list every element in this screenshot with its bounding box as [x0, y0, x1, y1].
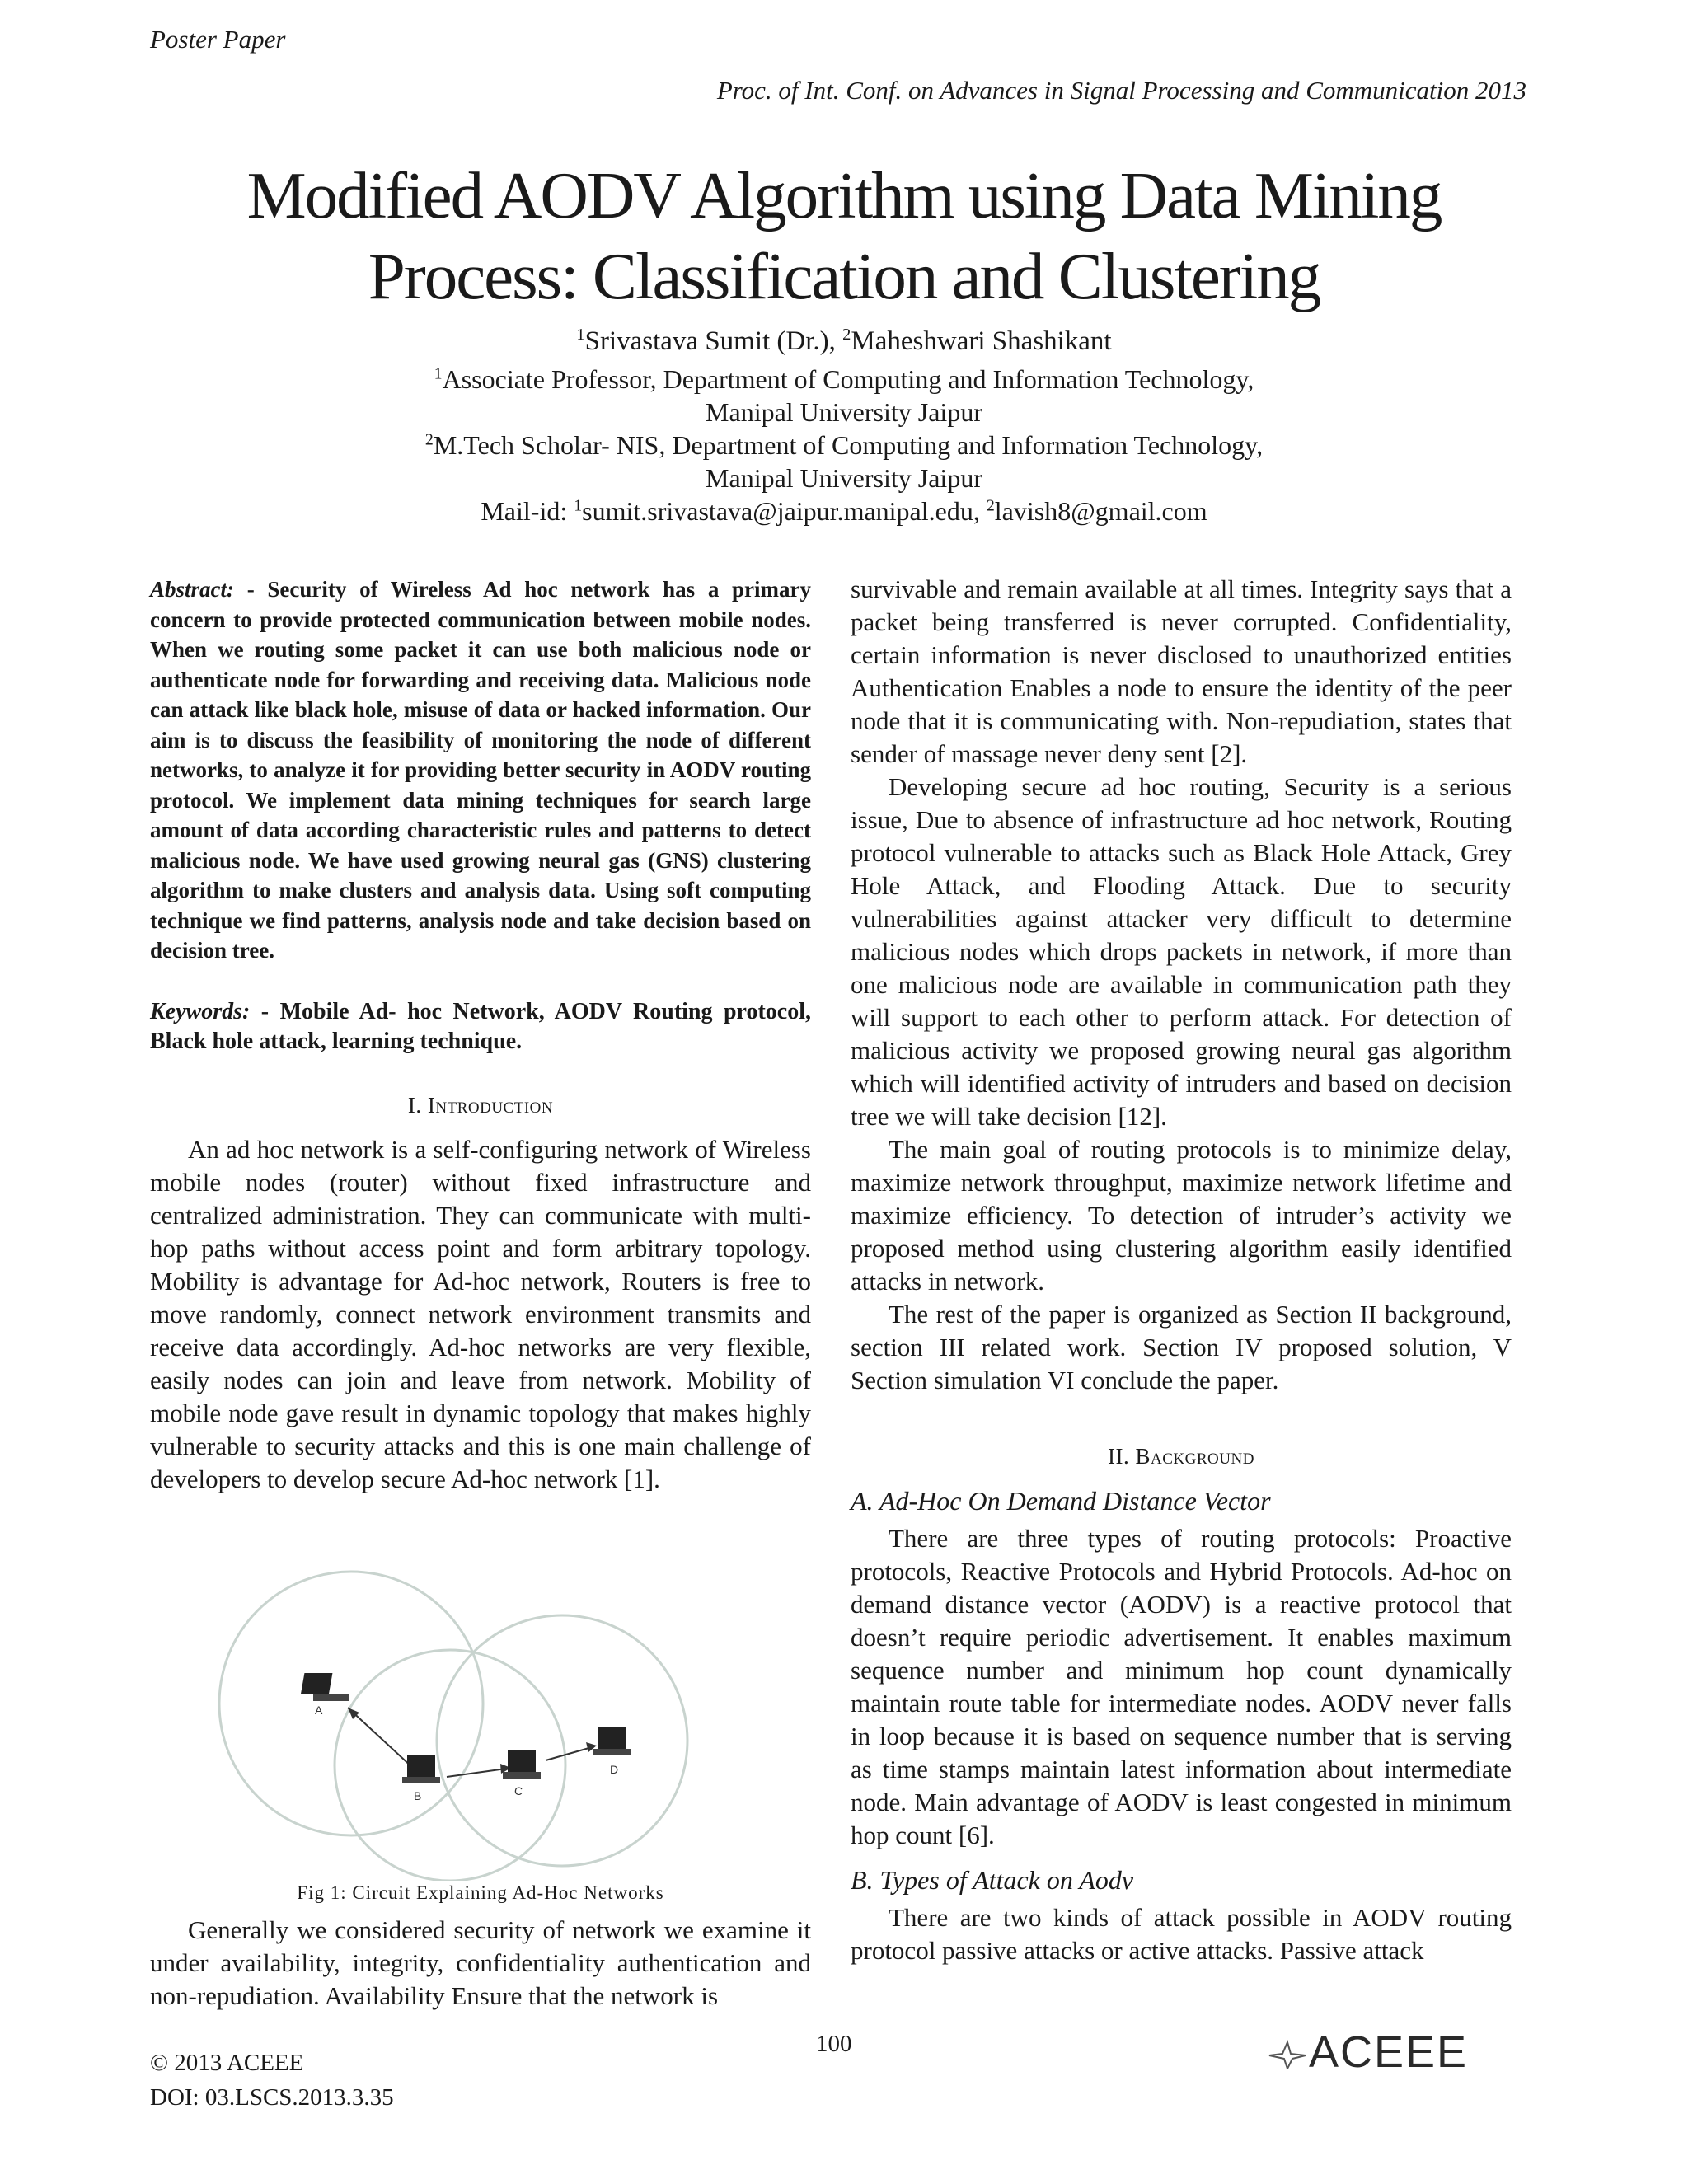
running-header-left: Poster Paper	[150, 25, 286, 54]
email-2: lavish8@gmail.com	[994, 496, 1207, 526]
subsection-heading-a: A. Ad-Hoc On Demand Distance Vector	[851, 1486, 1271, 1516]
laptop-icon-c	[503, 1750, 541, 1779]
keywords: Keywords: - Mobile Ad- hoc Network, AODV Routing protocol, Black hole attack, learning technique.	[150, 998, 811, 1054]
affiliation-1-university: Manipal University Jaipur	[706, 397, 982, 427]
figure-caption: Fig 1: Circuit Explaining Ad-Hoc Networks	[297, 1882, 664, 1903]
author-names: $^1$Srivastava Sumit (Dr.), $^2$Maheshwari Shashikant	[576, 326, 1112, 356]
section-heading-background: II. Background	[1108, 1444, 1254, 1469]
link-b-a	[348, 1708, 414, 1769]
doi: DOI: 03.LSCS.2013.3.35	[150, 2084, 394, 2111]
affiliation-1: $^1$Associate Professor, Department of Computing and Information Technology,	[434, 364, 1254, 394]
node-label-d: D	[610, 1763, 619, 1776]
mail-ids: Mail-id: $^1$sumit.srivastava@jaipur.manipal.edu, $^2$lavish8@gmail.com	[481, 496, 1207, 526]
aceee-logo	[1266, 2027, 1468, 2077]
page-number: 100	[816, 2031, 852, 2057]
star-swoosh-icon	[1266, 2036, 1309, 2069]
author-1: Srivastava Sumit (Dr.),	[584, 326, 843, 356]
right-column	[851, 573, 1512, 1967]
background-paragraph-1: There are three types of routing protocols: Proactive protocols, Reactive Protocols and Hybrid Protocols. Ad-hoc on demand distance vector (AODV) is a reactive protocol that doesn’t require periodic advertisement. It enables maximum sequence number and minimum hop count dynamically maintain route table for intermediate nodes. AODV never falls in loop because it is based on sequence number that is serving as time stamps maintain latest information about intermediate node. Main advantage of AODV is least congested in minimum hop count [6].	[851, 1524, 1512, 1849]
right-paragraph-4: The rest of the paper is organized as Section II background, section III related work. Section IV proposed solution, V Section simulation VI conclude the paper.	[851, 1300, 1512, 1394]
affiliation-2-university: Manipal University Jaipur	[706, 463, 982, 493]
laptop-icon-a	[301, 1673, 349, 1701]
intro-paragraph-1: An ad hoc network is a self-configuring network of Wireless mobile nodes (router) without fixed infrastructure and centralized administration. They can communicate with multi-hop paths without access point and form arbitrary topology. Mobility is advantage for Ad-hoc network, Routers is free to move randomly, connect network environment transmits and receive data accordingly. Ad-hoc networks are very flexible, easily nodes can join and leave from network. Mobility of mobile node gave result in dynamic topology that makes highly vulnerable to security attacks and this is one main challenge of developers to develop secure Ad-hoc network [1].	[150, 1134, 811, 1493]
node-label-b: B	[414, 1789, 422, 1802]
title-line-2: Process: Classification and Clustering	[368, 239, 1320, 313]
abstract: Abstract: - Security of Wireless Ad hoc network has a primary concern to provide protected communication between mobile nodes. When we routing some packet it can use both malicious node or authenticate node for forwarding and receiving data. Malicious node can attack like black hole, misuse of data or hacked information. Our aim is to discuss the feasibility of monitoring the node of different networks, to analyze it for providing better security in AODV routing protocol. We implement data mining techniques for search large amount of data according characteristic rules and patterns to detect malicious node. We have used growing neural gas (GNS) clustering algorithm to make clusters and analysis data. Using soft computing technique we find patterns, analysis node and take decision based on decision tree.	[150, 577, 811, 963]
right-paragraph-2: Developing secure ad hoc routing, Security is a serious issue, Due to absence of infrastructure ad hoc network, Routing protocol vulnerable to attacks such as Black Hole Attack, Grey Hole Attack, and Flooding Attack. Due to security vulnerabilities against attacker very difficult to determine malicious nodes which drops packets in network, if more than one malicious node are available in communication path they will support to each other to perform attack. For detection of malicious activity we proposed growing neural gas algorithm which will identified activity of intruders and based on decision tree we will take decision [12].	[851, 772, 1512, 1131]
adhoc-network-figure	[216, 1568, 694, 1881]
affiliation-2: $^2$M.Tech Scholar- NIS, Department of Computing and Information Technology,	[424, 430, 1264, 460]
background-paragraph-2: There are two kinds of attack possible in AODV routing protocol passive attacks or active attacks. Passive attack	[851, 1903, 1512, 1965]
right-paragraph-3: The main goal of routing protocols is to minimize delay, maximize network throughput, maximize network lifetime and maximize efficiency. To detection of intruder’s activity we proposed method using clustering algorithm easily identified attacks in network.	[851, 1135, 1512, 1296]
left-column	[150, 574, 811, 1496]
section-heading-introduction: I. Introduction	[407, 1092, 554, 1118]
title-line-1: Modified AODV Algorithm using Data Mining	[246, 158, 1442, 232]
running-header-right: Proc. of Int. Conf. on Advances in Signal Processing and Communication 2013	[716, 76, 1526, 105]
footer-left	[150, 2046, 394, 2115]
node-label-a: A	[315, 1704, 323, 1717]
link-c-d	[546, 1747, 592, 1760]
intro-paragraph-2: Generally we considered security of network we examine it under availability, integrity, confidentiality authentication and non-repudiation. Availability Ensure that the network is	[150, 1915, 811, 2010]
laptop-icon-b	[402, 1755, 440, 1783]
subsection-heading-b: B. Types of Attack on Aodv	[851, 1865, 1134, 1895]
logo-text: ACEEE	[1309, 2027, 1469, 2077]
right-paragraph-1: survivable and remain available at all times. Integrity says that a packet being transferred is never corrupted. Confidentiality, certain information is never disclosed to unauthorized entities Authentication Enables a node to ensure the identity of the peer node that it is communicating with. Non-repudiation, states that sender of massage never deny sent [2].	[851, 574, 1512, 768]
author-block	[0, 325, 1688, 527]
author-2: Maheshwari Shashikant	[851, 326, 1112, 356]
left-column-bottom	[150, 1914, 811, 2013]
copyright: © 2013 ACEEE	[150, 2050, 304, 2076]
laptop-icon-d	[593, 1727, 631, 1755]
email-1: sumit.srivastava@jaipur.manipal.edu,	[582, 496, 987, 526]
node-label-c: C	[514, 1784, 523, 1797]
link-b-c	[447, 1769, 506, 1777]
paper-title	[0, 155, 1688, 316]
